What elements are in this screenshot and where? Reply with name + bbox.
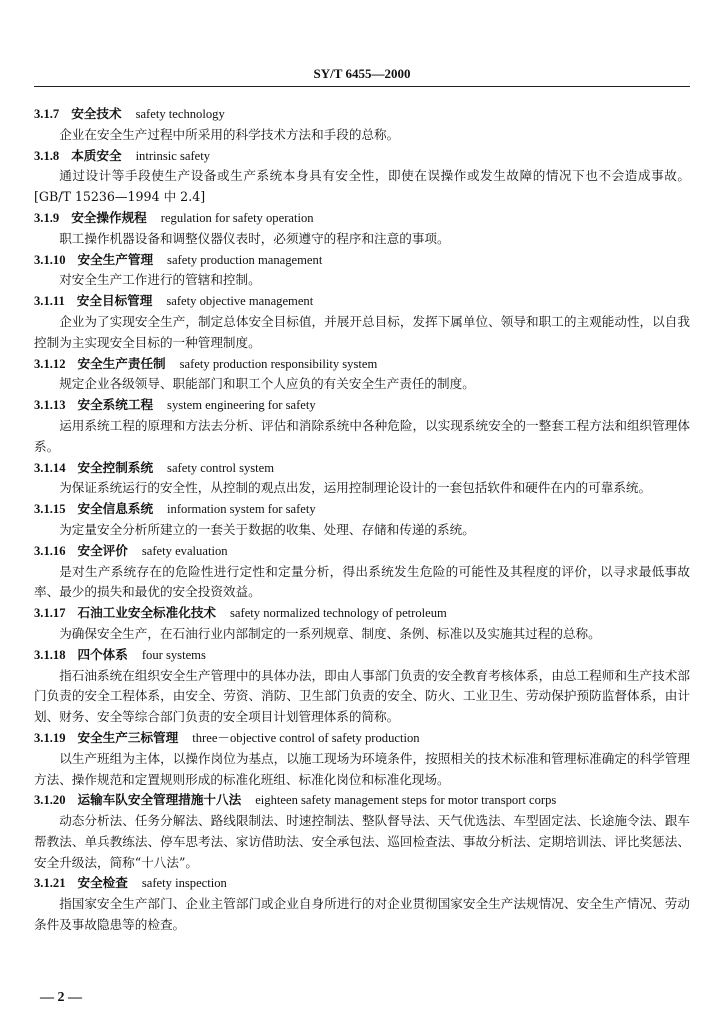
term-number: 3.1.16 [34, 543, 66, 558]
term-english: safety inspection [141, 876, 227, 891]
term-heading [34, 645, 690, 666]
term-chinese: 安全评价 [77, 542, 128, 558]
term-number: 3.1.17 [34, 606, 66, 621]
header-rule [34, 86, 690, 87]
term-number: 3.1.8 [34, 148, 60, 163]
term-entry [34, 645, 690, 728]
term-entry [34, 458, 690, 500]
term-heading [34, 250, 690, 271]
term-entry [34, 104, 690, 146]
term-definition: 为定量安全分析所建立的一套关于数据的收集、处理、存储和传递的系统。 [59, 521, 475, 537]
term-english: eighteen safety management steps for motor transport corps [255, 793, 557, 808]
term-entry [34, 541, 690, 603]
term-chinese: 安全生产责任制 [77, 355, 166, 371]
term-english: safety control system [167, 460, 275, 475]
term-number: 3.1.19 [34, 730, 66, 745]
term-number: 3.1.11 [34, 294, 65, 309]
term-definition: 是对生产系统存在的危险性进行定性和定量分析，得出系统发生危险的可能性及其程度的评价，以寻求最低事故率、最少的损失和最优的安全投资效益。 [34, 563, 690, 600]
term-chinese: 安全系统工程 [77, 397, 154, 413]
term-heading [34, 541, 690, 562]
term-entry [34, 250, 690, 292]
terms-list [34, 104, 690, 936]
term-definition: 动态分析法、任务分解法、路线限制法、时速控制法、整队督导法、天气优选法、车型固定法、长途施令法、跟车帮教法、单兵教练法、停车思考法、家访借助法、安全承包法、巡回检查法、事故分析法、定期培训法、评比奖惩法、安全升级法，简称“十八法”。 [34, 813, 690, 870]
term-entry [34, 603, 690, 645]
term-heading [34, 603, 690, 624]
term-entry [34, 790, 690, 873]
term-number: 3.1.14 [34, 460, 66, 475]
term-entry [34, 395, 690, 457]
term-english: information system for safety [167, 502, 316, 517]
term-number: 3.1.12 [34, 356, 66, 371]
term-english: safety production responsibility system [179, 356, 378, 371]
term-chinese: 安全信息系统 [77, 501, 154, 517]
term-heading [34, 291, 690, 312]
term-chinese: 安全生产管理 [77, 251, 154, 267]
term-heading [34, 395, 690, 416]
term-entry [34, 208, 690, 250]
term-entry [34, 291, 690, 353]
term-heading [34, 208, 690, 229]
term-chinese: 安全控制系统 [77, 459, 154, 475]
term-english: safety objective management [166, 294, 314, 309]
term-definition: 规定企业各级领导、职能部门和职工个人应负的有关安全生产责任的制度。 [59, 376, 475, 392]
term-english: system engineering for safety [167, 398, 316, 413]
term-chinese: 本质安全 [71, 147, 122, 163]
term-english: intrinsic safety [135, 148, 211, 163]
term-definition: 为保证系统运行的安全性，从控制的观点出发，运用控制理论设计的一套包括软件和硬件在内的可靠系统。 [59, 480, 652, 496]
term-definition: 指国家安全生产部门、企业主管部门或企业自身所进行的对企业贯彻国家安全生产法规情况、安全生产情况、劳动条件及事故隐患等的检查。 [34, 896, 690, 933]
term-heading [34, 728, 690, 749]
term-english: four systems [141, 647, 206, 662]
term-definition: 通过设计等手段使生产设备或生产系统本身具有安全性，即使在误操作或发生故障的情况下也不会造成事故。[GB/T 15236—1994 中 2.4] [34, 168, 690, 205]
term-entry [34, 728, 690, 790]
term-chinese: 安全目标管理 [76, 293, 153, 309]
term-chinese: 安全技术 [71, 106, 122, 121]
term-english: regulation for safety operation [160, 210, 314, 225]
term-heading [34, 790, 690, 811]
term-heading [34, 458, 690, 479]
term-english: safety technology [135, 107, 225, 121]
term-chinese: 安全生产三标管理 [77, 729, 179, 745]
term-number: 3.1.21 [34, 876, 66, 891]
term-definition: 运用系统工程的原理和方法去分析、评估和消除系统中各种危险，以实现系统安全的一整套工程方法和组织管理体系。 [34, 417, 690, 454]
term-entry [34, 354, 690, 396]
term-chinese: 四个体系 [77, 646, 128, 662]
term-heading [34, 146, 690, 167]
term-chinese: 安全检查 [77, 875, 128, 891]
term-definition: 对安全生产工作进行的管辖和控制。 [59, 272, 261, 288]
term-heading [34, 499, 690, 520]
term-chinese: 石油工业安全标准化技术 [77, 605, 217, 621]
term-entry [34, 146, 690, 208]
term-entry [34, 499, 690, 541]
term-heading [34, 873, 690, 894]
term-definition: 指石油系统在组织安全生产管理中的具体办法，即由人事部门负责的安全教育考核体系，由总工程师和生产技术部门负责的安全工程体系，由安全、劳资、消防、卫生部门负责的安全、防火、工业卫生、劳动保护预防监督体系，由计划、财务、安全等综合部门负责的安全项目计划管理体系的简称。 [34, 667, 690, 725]
term-english: safety production management [167, 252, 323, 267]
term-chinese: 安全操作规程 [71, 209, 147, 225]
term-entry [34, 873, 690, 935]
term-definition: 企业在安全生产过程中所采用的科学技术方法和手段的总称。 [59, 126, 400, 142]
term-number: 3.1.13 [34, 398, 66, 413]
document-number-header: SY/T 6455—2000 [313, 66, 411, 81]
term-number: 3.1.20 [34, 793, 66, 808]
term-chinese: 运输车队安全管理措施十八法 [77, 792, 242, 808]
page-number: — 2 — [40, 990, 82, 1005]
term-english: safety normalized technology of petroleum [230, 606, 447, 621]
term-english: three－objective control of safety production [192, 730, 420, 745]
term-definition: 为确保安全生产，在石油行业内部制定的一系列规章、制度、条例、标准以及实施其过程的总称。 [59, 625, 601, 641]
term-number: 3.1.9 [34, 210, 60, 225]
term-definition: 职工操作机器设备和调整仪器仪表时，必须遵守的程序和注意的事项。 [59, 230, 450, 246]
term-definition: 企业为了实现安全生产，制定总体安全目标值，并展开总目标，发挥下属单位、领导和职工的主观能动性，以自我控制为主实现安全目标的一种管理制度。 [34, 313, 690, 350]
term-definition: 以生产班组为主体，以操作岗位为基点，以施工现场为环境条件，按照相关的技术标准和管理标准确定的科学管理方法、操作规范和定置规则形成的标准化班组、标准化岗位和标准化现场。 [34, 750, 690, 787]
term-english: safety evaluation [141, 543, 228, 558]
term-number: 3.1.15 [34, 502, 66, 517]
term-heading [34, 104, 690, 125]
term-number: 3.1.10 [34, 252, 66, 267]
term-heading [34, 354, 690, 375]
term-number: 3.1.18 [34, 647, 66, 662]
term-number: 3.1.7 [34, 107, 60, 121]
